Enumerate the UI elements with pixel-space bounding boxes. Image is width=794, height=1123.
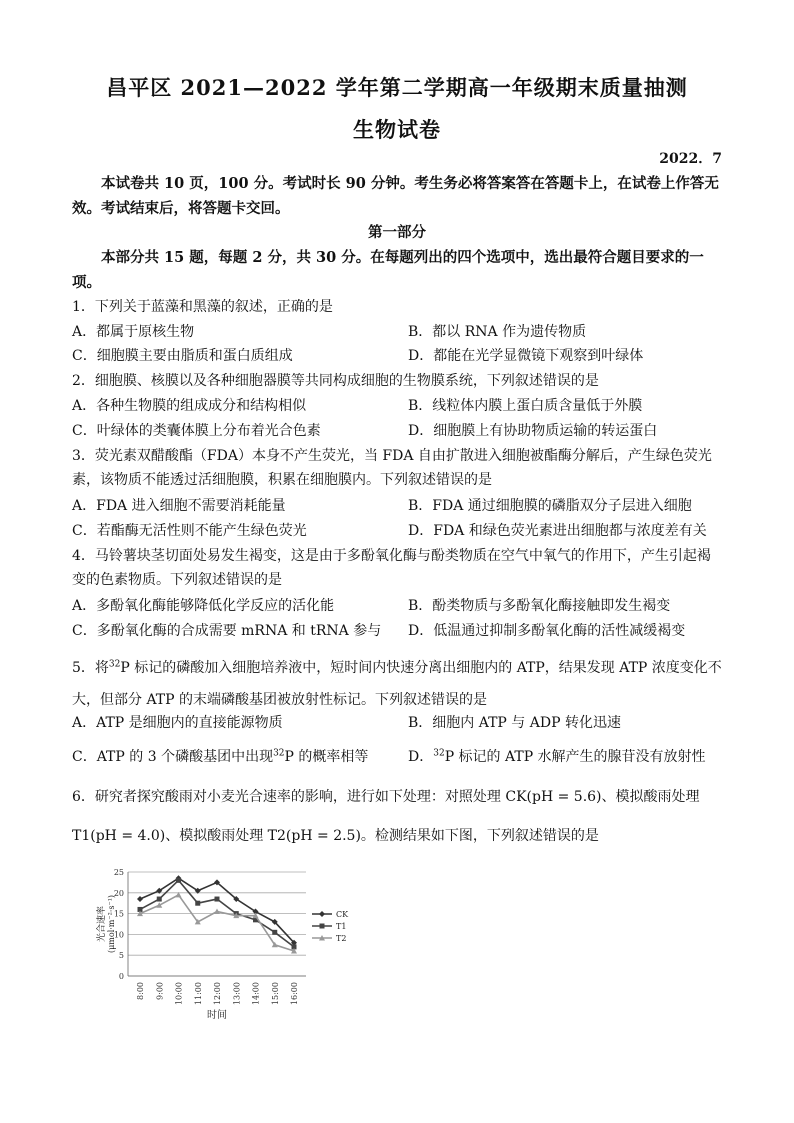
question-2-option-a: A．各种生物膜的组成成分和结构相似 bbox=[72, 398, 307, 414]
legend-marker-t1 bbox=[320, 924, 325, 929]
question-4-option-b: B．酚类物质与多酚氧化酶接触即发生褐变 bbox=[408, 598, 671, 614]
question-4-option-d: D．低温通过抑制多酚氧化酶的活性减缓褐变 bbox=[408, 623, 686, 639]
y-tick-label: 10 bbox=[113, 930, 124, 940]
data-point-t1 bbox=[195, 901, 200, 906]
question-3-option-b: B．FDA 通过细胞膜的磷脂双分子层进入细胞 bbox=[408, 498, 692, 514]
question-5-option-c-post: P 的概率相等 bbox=[284, 749, 369, 765]
x-tick-label: 10:00 bbox=[174, 982, 184, 1006]
y-tick-label: 20 bbox=[113, 888, 124, 898]
question-5-stem-post: P 标记的磷酸加入细胞培养液中，短时间内快速分离出细胞内的 ATP，结果发现 ATP 浓度变化不大，但部分 ATP 的末端磷酸基团被放射性标记。下列叙述错误的是 bbox=[72, 660, 722, 708]
question-5-stem bbox=[72, 652, 722, 716]
question-5-option-b: B．细胞内 ATP 与 ADP 转化迅速 bbox=[408, 715, 621, 731]
question-4-option-c: C．多酚氧化酶的合成需要 mRNA 和 tRNA 参与 bbox=[72, 623, 382, 639]
question-3-option-d: D．FDA 和绿色荧光素进出细胞都与浓度差有关 bbox=[408, 523, 707, 539]
question-5-option-d bbox=[408, 745, 706, 769]
y-axis-label: 光合速率 bbox=[97, 905, 107, 943]
x-tick-label: 11:00 bbox=[193, 982, 203, 1006]
question-3-option-a: A．FDA 进入细胞不需要消耗能量 bbox=[72, 498, 286, 514]
x-tick-label: 16:00 bbox=[290, 982, 299, 1006]
question-5-stem-pre: 5．将 bbox=[72, 660, 109, 676]
legend-label-ck: CK bbox=[336, 910, 349, 919]
question-2-option-b: B．线粒体内膜上蛋白质含量低于外膜 bbox=[408, 398, 643, 414]
x-tick-label: 8:00 bbox=[136, 982, 145, 1000]
data-point-t1 bbox=[176, 878, 181, 883]
question-1-option-d: D．都能在光学显微镜下观察到叶绿体 bbox=[408, 348, 644, 364]
question-5-option-d-pre: D． bbox=[408, 749, 434, 765]
series-line-t2 bbox=[140, 895, 294, 951]
exam-date: 2022．7 bbox=[659, 151, 722, 167]
question-2-stem: 2．细胞膜、核膜以及各种细胞器膜等共同构成细胞的生物膜系统，下列叙述错误的是 bbox=[72, 373, 599, 389]
part-heading: 第一部分 bbox=[368, 224, 426, 241]
x-tick-label: 15:00 bbox=[270, 982, 280, 1006]
question-1-stem: 1．下列关于蓝藻和黑藻的叙述，正确的是 bbox=[72, 299, 333, 315]
question-1-option-c: C．细胞膜主要由脂质和蛋白质组成 bbox=[72, 348, 293, 364]
legend-label-t2: T2 bbox=[336, 934, 347, 943]
isotope-superscript: 32 bbox=[273, 748, 285, 759]
question-5-option-d-post: P 标记的 ATP 水解产生的腺苷没有放射性 bbox=[444, 749, 706, 765]
question-5-option-c-pre: C．ATP 的 3 个磷酸基团中出现 bbox=[72, 749, 274, 765]
x-tick-label: 13:00 bbox=[232, 982, 242, 1006]
legend-marker-ck bbox=[319, 911, 325, 917]
legend-label-t1: T1 bbox=[336, 922, 347, 931]
exam-subtitle: 生物试卷 bbox=[353, 117, 441, 142]
x-tick-label: 12:00 bbox=[213, 982, 222, 1006]
data-point-t1 bbox=[157, 897, 162, 902]
y-tick-label: 25 bbox=[113, 868, 124, 877]
question-5-option-a: A．ATP 是细胞内的直接能源物质 bbox=[72, 715, 283, 731]
question-3-option-c: C．若酯酶无活性则不能产生绿色荧光 bbox=[72, 523, 307, 539]
question-4-stem: 4．马铃薯块茎切面处易发生褐变，这是由于多酚氧化酶与酚类物质在空气中氧气的作用下，产生引起褐变的色素物质。下列叙述错误的是 bbox=[72, 548, 711, 588]
question-1-option-a: A．都属于原核生物 bbox=[72, 324, 195, 340]
photosynthesis-rate-chart bbox=[96, 862, 366, 1022]
question-6-stem-line2: T1(pH = 4.0)、模拟酸雨处理 T2(pH = 2.5)。检测结果如下图，下列叙述错误的是 bbox=[72, 828, 599, 844]
x-axis-label: 时间 bbox=[207, 1010, 227, 1021]
question-3-stem: 3．荧光素双醋酸酯（FDA）本身不产生荧光，当 FDA 自由扩散进入细胞被酯酶分解后，产生绿色荧光素，该物质不能透过活细胞膜，积累在细胞膜内。下列叙述错误的是 bbox=[72, 448, 712, 488]
data-point-t1 bbox=[272, 930, 277, 935]
y-tick-label: 5 bbox=[118, 951, 124, 961]
question-1-option-b: B．都以 RNA 作为遗传物质 bbox=[408, 324, 587, 340]
part-instructions: 本部分共 15 题，每题 2 分，共 30 分。在每题列出的四个选项中，选出最符合题目要求的一项。 bbox=[72, 249, 704, 291]
question-2-option-d: D．细胞膜上有协助物质运输的转运蛋白 bbox=[408, 423, 658, 439]
y-tick-label: 0 bbox=[118, 972, 124, 981]
data-point-ck bbox=[137, 896, 143, 902]
question-6-stem-line1: 6．研究者探究酸雨对小麦光合速率的影响，进行如下处理：对照处理 CK(pH = 5.6)、模拟酸雨处理 bbox=[72, 789, 700, 805]
y-tick-label: 15 bbox=[113, 909, 124, 919]
x-tick-label: 9:00 bbox=[155, 982, 165, 1000]
data-point-t1 bbox=[215, 897, 220, 902]
exam-title: 昌平区 2021—2022 学年第二学期高一年级期末质量抽测 bbox=[106, 75, 688, 100]
isotope-superscript: 32 bbox=[108, 659, 121, 670]
exam-instructions: 本试卷共 10 页，100 分。考试时长 90 分钟。考生务必将答案答在答题卡上，在试卷上作答无效。考试结束后，将答题卡交回。 bbox=[72, 175, 719, 217]
question-2-option-c: C．叶绿体的类囊体膜上分布着光合色素 bbox=[72, 423, 321, 439]
question-5-option-c bbox=[72, 745, 368, 769]
x-tick-label: 14:00 bbox=[251, 982, 261, 1006]
isotope-superscript: 32 bbox=[433, 748, 445, 759]
question-4-option-a: A．多酚氧化酶能够降低化学反应的活化能 bbox=[72, 598, 335, 614]
y-axis-unit-label: (μmol·m⁻²·s⁻¹) bbox=[107, 894, 116, 954]
